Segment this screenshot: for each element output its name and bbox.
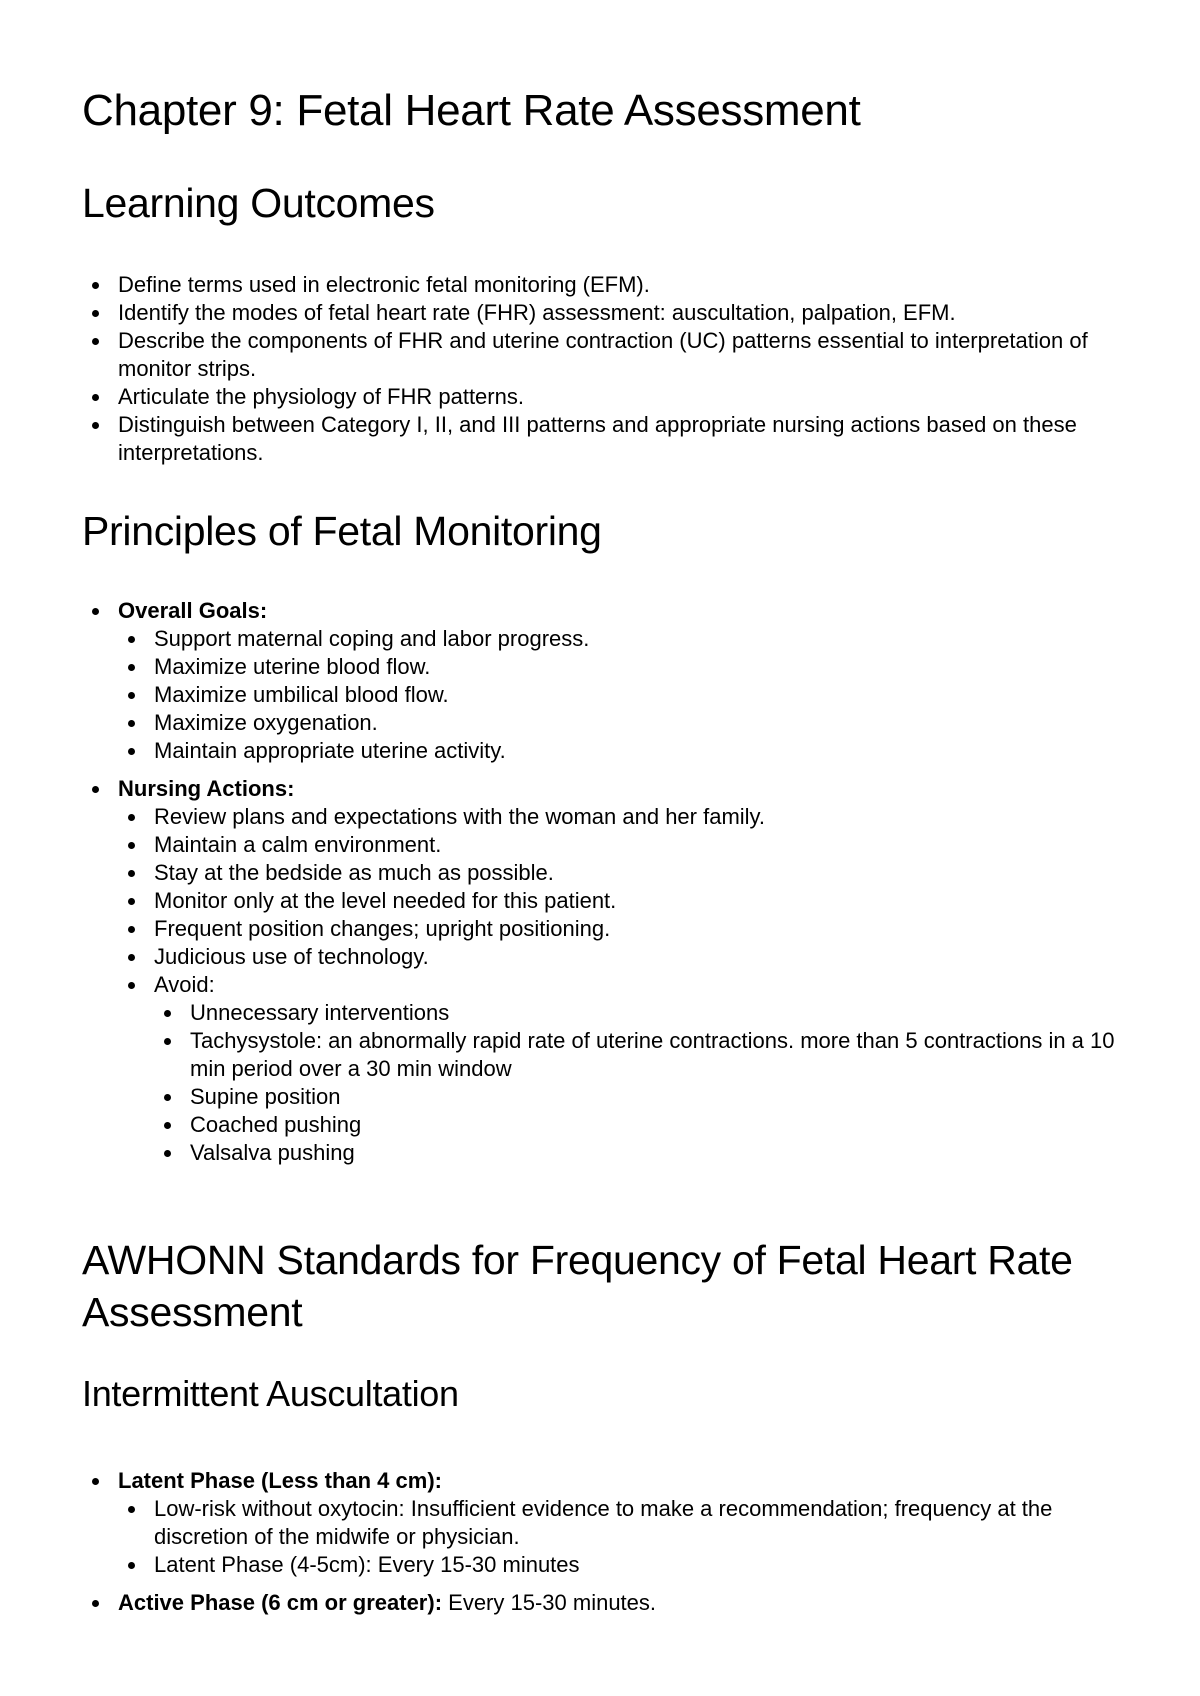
list-item: Frequent position changes; upright positioning. (154, 915, 1118, 943)
avoid-list (190, 999, 1118, 1167)
list-item: Judicious use of technology. (154, 943, 1118, 971)
learning-outcomes-list (118, 271, 1118, 467)
awhonn-heading: AWHONN Standards for Frequency of Fetal Heart Rate Assessment (82, 1237, 1073, 1335)
list-item: Valsalva pushing (190, 1139, 1118, 1167)
intermittent-auscultation-list (118, 1467, 1118, 1617)
list-item: Maintain appropriate uterine activity. (154, 737, 1118, 765)
nursing-actions-item (118, 775, 1118, 1167)
list-item: Monitor only at the level needed for this patient. (154, 887, 1118, 915)
list-item: Maximize uterine blood flow. (154, 653, 1118, 681)
list-item: Describe the components of FHR and uterine contraction (UC) patterns essential to interpretation of monitor strips. (118, 327, 1118, 383)
overall-goals-item (118, 597, 1118, 765)
nursing-actions-list (154, 803, 1118, 1167)
list-item: Supine position (190, 1083, 1118, 1111)
list-item: Maximize umbilical blood flow. (154, 681, 1118, 709)
list-item: Support maternal coping and labor progress. (154, 625, 1118, 653)
avoid-label: Avoid: (154, 972, 215, 997)
list-item: Articulate the physiology of FHR patterns. (118, 383, 1118, 411)
latent-phase-item (118, 1467, 1118, 1579)
chapter-title: Chapter 9: Fetal Heart Rate Assessment (82, 86, 861, 135)
active-phase-item (118, 1589, 1118, 1617)
list-item: Low-risk without oxytocin: Insufficient evidence to make a recommendation; frequency at the discretion of the midwife or physician. (154, 1495, 1118, 1551)
list-item: Tachysystole: an abnormally rapid rate of uterine contractions. more than 5 contractions in a 10 min period over a 30 min window (190, 1027, 1118, 1083)
nursing-actions-label: Nursing Actions: (118, 776, 295, 801)
overall-goals-label: Overall Goals: (118, 598, 268, 623)
list-item: Distinguish between Category I, II, and III patterns and appropriate nursing actions based on these interpretations. (118, 411, 1118, 467)
latent-phase-list (154, 1495, 1118, 1579)
principles-heading: Principles of Fetal Monitoring (82, 508, 602, 554)
list-item: Maintain a calm environment. (154, 831, 1118, 859)
overall-goals-list (154, 625, 1118, 765)
learning-outcomes-heading: Learning Outcomes (82, 180, 435, 226)
list-item: Maximize oxygenation. (154, 709, 1118, 737)
list-item: Latent Phase (4-5cm): Every 15-30 minutes (154, 1551, 1118, 1579)
active-phase-label: Active Phase (6 cm or greater): (118, 1590, 443, 1615)
latent-phase-label: Latent Phase (Less than 4 cm): (118, 1468, 442, 1493)
list-item: Review plans and expectations with the woman and her family. (154, 803, 1118, 831)
list-item: Unnecessary interventions (190, 999, 1118, 1027)
list-item: Coached pushing (190, 1111, 1118, 1139)
list-item: Identify the modes of fetal heart rate (FHR) assessment: auscultation, palpation, EFM. (118, 299, 1118, 327)
list-item: Stay at the bedside as much as possible. (154, 859, 1118, 887)
avoid-item (154, 971, 1118, 1167)
active-phase-value: Every 15-30 minutes. (442, 1590, 657, 1615)
principles-list (118, 597, 1118, 1167)
list-item: Define terms used in electronic fetal monitoring (EFM). (118, 271, 1118, 299)
intermittent-auscultation-heading: Intermittent Auscultation (82, 1373, 459, 1414)
